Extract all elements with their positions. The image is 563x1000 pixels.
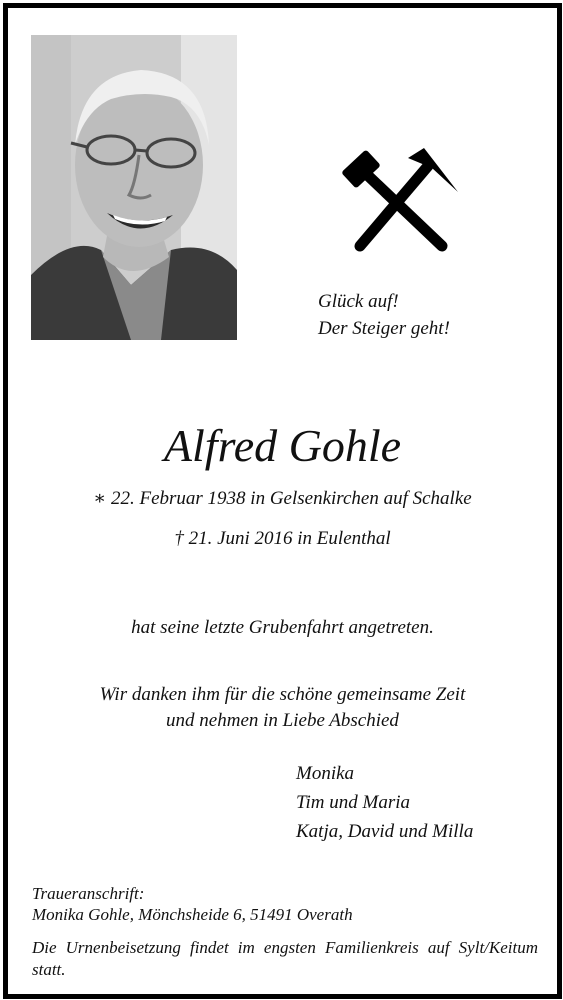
birth-line: ∗ 22. Februar 1938 in Gelsenkirchen auf Schalke [93, 488, 472, 509]
thanks-line-1: Wir danken ihm für die schöne gemeinsame Zeit [99, 684, 466, 705]
motto-line-2: Der Steiger geht! [318, 318, 450, 339]
address-value: Monika Gohle, Mönchsheide 6, 51491 Overath [32, 905, 353, 924]
thanks-text [8, 682, 557, 734]
deceased-name: Alfred Gohle [163, 420, 402, 471]
family-member: Tim und Maria [296, 792, 411, 813]
address-label: Traueranschrift: [32, 884, 145, 903]
last-shift-phrase: hat seine letzte Grubenfahrt angetreten. [131, 617, 434, 638]
portrait-photo [31, 35, 237, 340]
hammer-and-pick-icon [342, 148, 460, 252]
obituary-notice [3, 3, 562, 999]
motto-line-1: Glück auf! [318, 291, 399, 312]
family-member: Katja, David und Milla [296, 821, 474, 842]
thanks-line-2: und nehmen in Liebe Abschied [166, 710, 399, 731]
burial-note: Die Urnenbeisetzung findet im engsten Familienkreis auf Sylt/Keitum statt. [32, 938, 538, 979]
family-names [296, 759, 473, 846]
mourning-address [32, 883, 532, 925]
death-line: † 21. Juni 2016 in Eulenthal [174, 528, 391, 549]
family-member: Monika [296, 763, 355, 784]
portrait-illustration [31, 35, 237, 340]
motto [318, 288, 450, 342]
